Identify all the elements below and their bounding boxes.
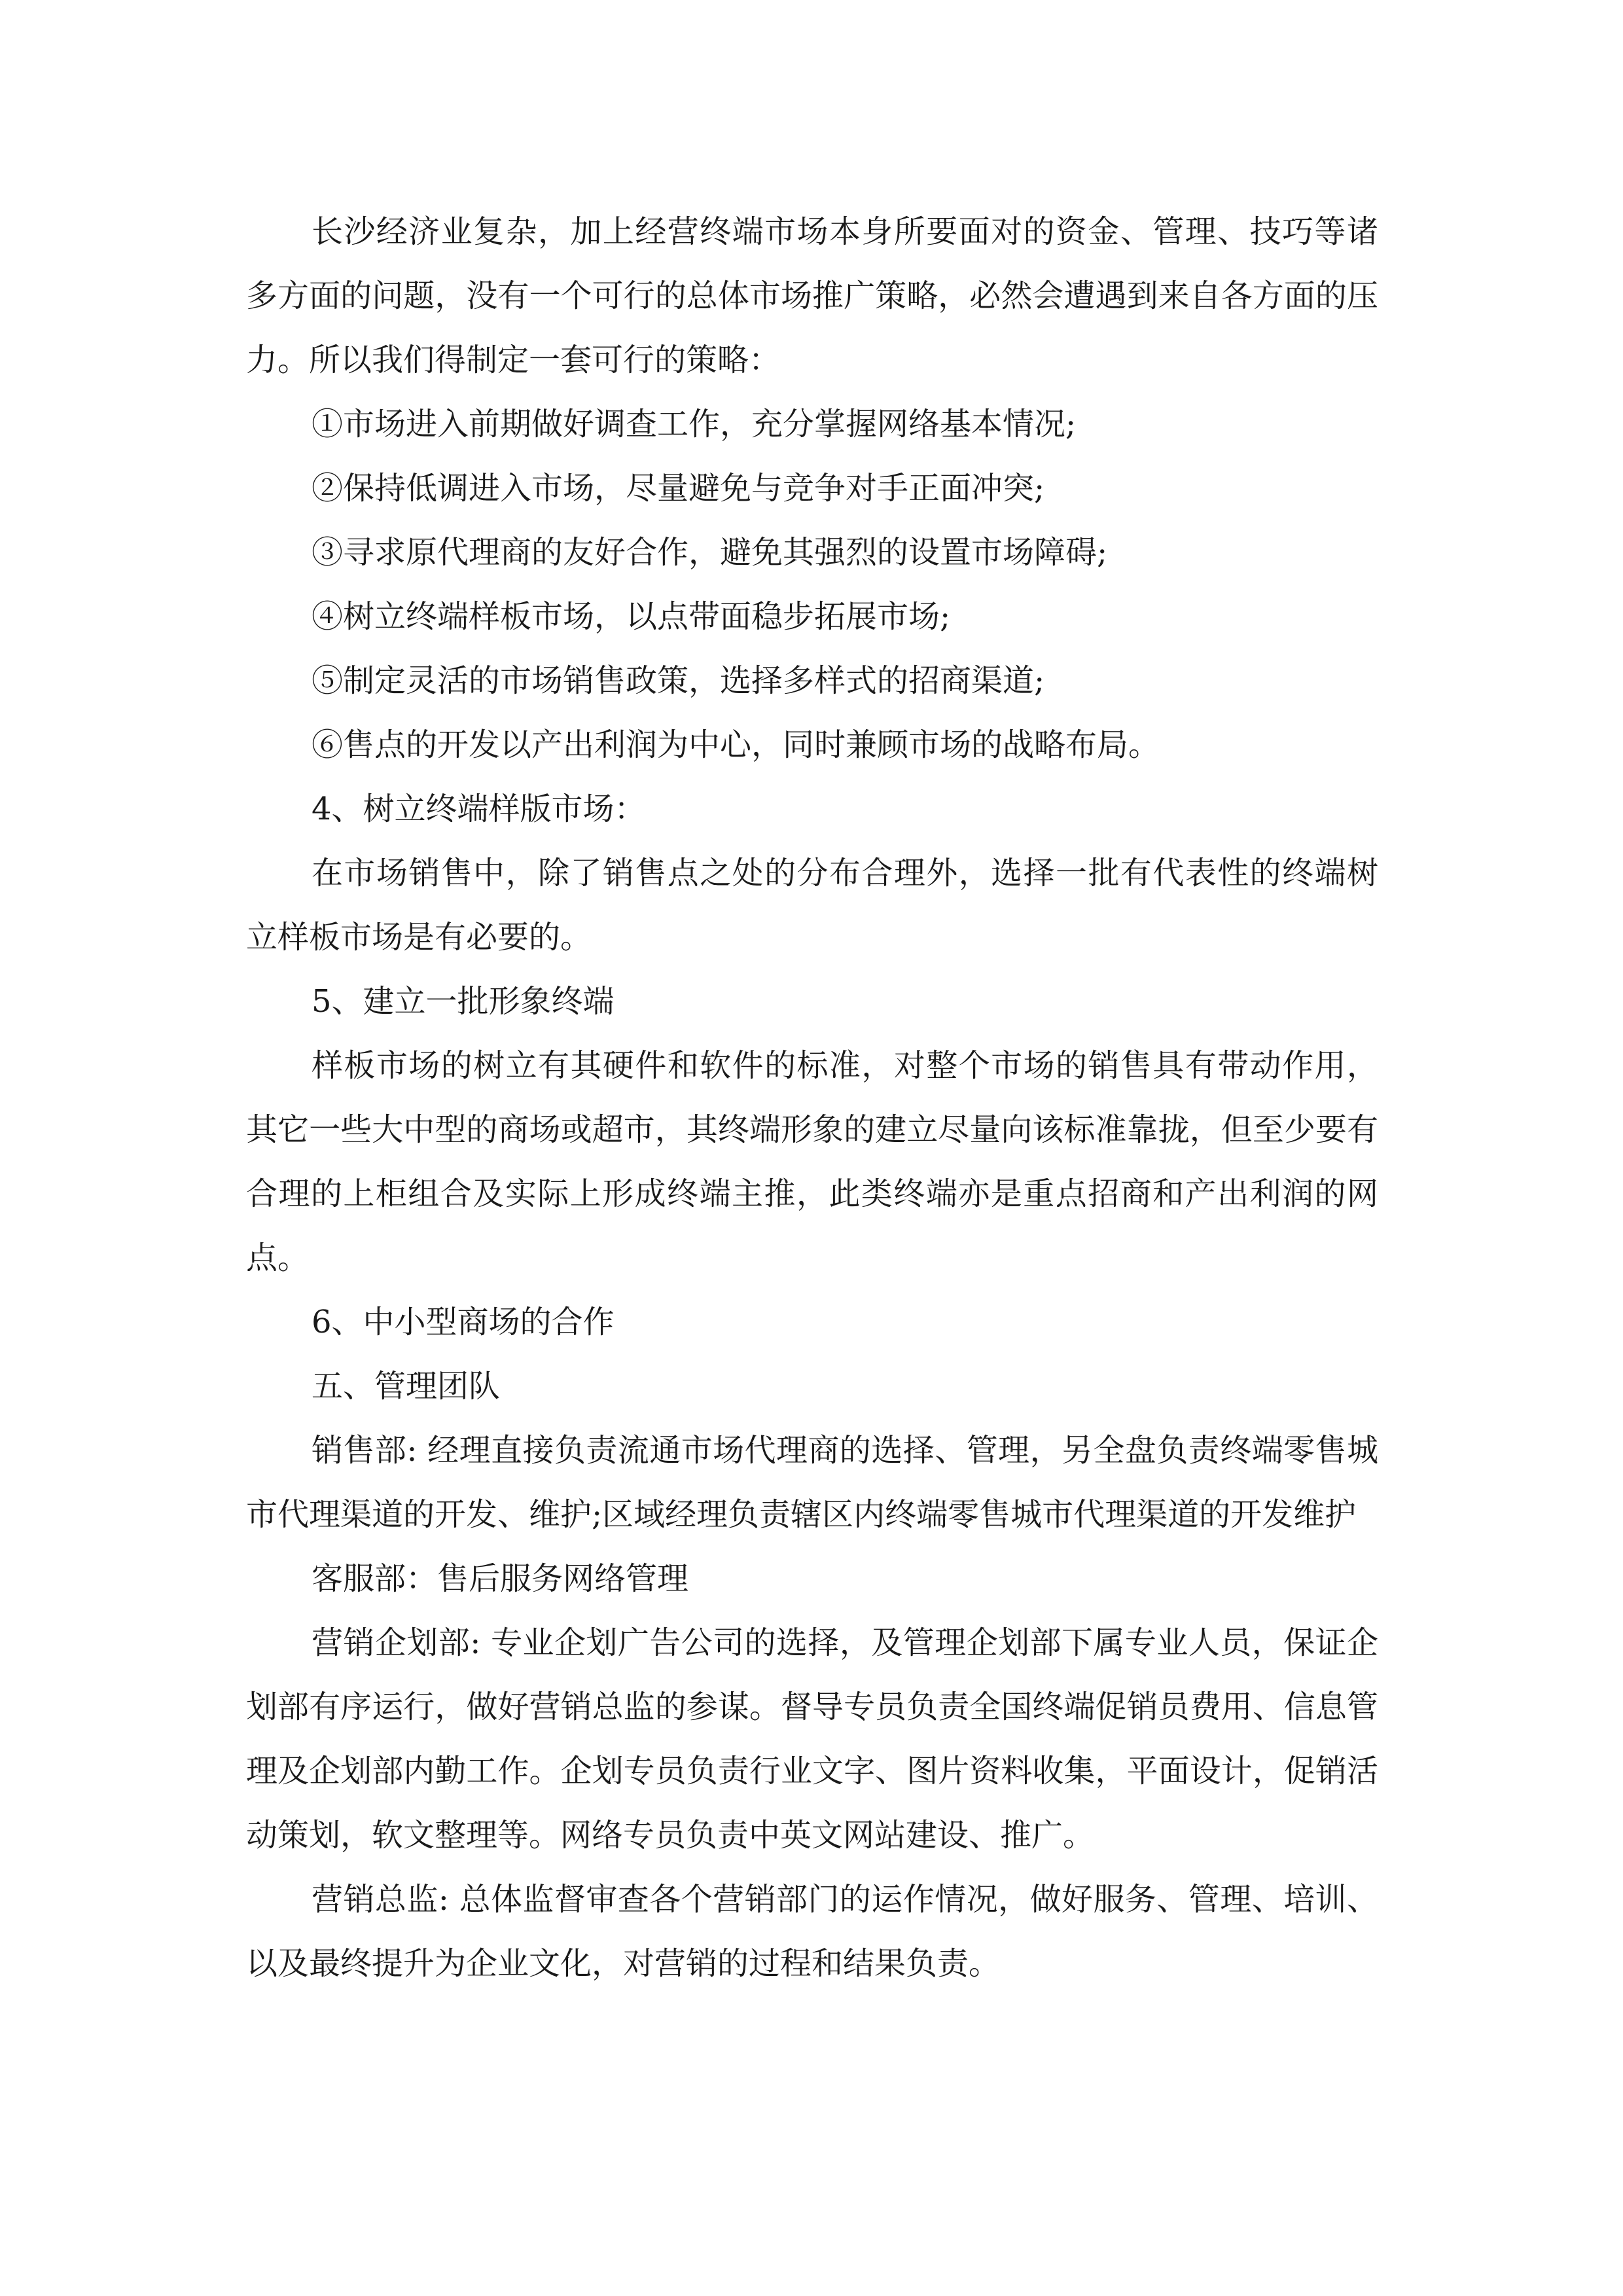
strategy-item-3: ③寻求原代理商的友好合作，避免其强烈的设置市场障碍; [312,534,1108,571]
document-body [246,200,1378,1996]
paragraph-strategy-intro: 长沙经济业复杂，加上经营终端市场本身所要面对的资金、管理、技巧等诸多方面的问题，没有一个可行的总体市场推广策略，必然会遭遇到来自各方面的压力。所以我们得制定一套可行的策略： [246,213,1378,378]
paragraph-image-terminals: 样板市场的树立有其硬件和软件的标准，对整个市场的销售具有带动作用，其它一些大中型的商场或超市，其终端形象的建立尽量向该标准靠拢，但至少要有合理的上柜组合及实际上形成终端主推，此类终端亦是重点招商和产出利润的网点。 [246,1047,1378,1276]
paragraph-marketing-director: 营销总监: 总体监督审查各个营销部门的运作情况，做好服务、管理、培训、以及最终提升为企业文化，对营销的过程和结果负责。 [246,1881,1378,1982]
strategy-item-4: ④树立终端样板市场，以点带面稳步拓展市场; [312,598,951,635]
paragraph-marketing-planning-dept: 营销企划部: 专业企划广告公司的选择，及管理企划部下属专业人员，保证企划部有序运行，做好营销总监的参谋。督导专员负责全国终端促销员费用、信息管理及企划部内勤工作。企划专员负责行业文字、图片资料收集，平面设计，促销活动策划，软文整理等。网络专员负责中英文网站建设、推广。 [246,1624,1378,1854]
strategy-item-6: ⑥售点的开发以产出利润为中心，同时兼顾市场的战略布局。 [312,726,1160,763]
paragraph-customer-service-dept: 客服部：售后服务网络管理 [312,1560,689,1597]
paragraph-sample-market: 在市场销售中，除了销售点之处的分布合理外，选择一批有代表性的终端树立样板市场是有必要的。 [246,855,1378,956]
strategy-item-1: ①市场进入前期做好调查工作，充分掌握网络基本情况; [312,406,1077,442]
section-heading-management-team: 五、管理团队 [312,1368,501,1405]
section-heading-5: 5、建立一批形象终端 [312,983,615,1020]
paragraph-sales-dept: 销售部: 经理直接负责流通市场代理商的选择、管理，另全盘负责终端零售城市代理渠道的开发、维护;区域经理负责辖区内终端零售城市代理渠道的开发维护 [246,1432,1378,1533]
section-heading-6: 6、中小型商场的合作 [312,1304,615,1340]
section-heading-4: 4、树立终端样版市场： [312,791,646,827]
strategy-item-5: ⑤制定灵活的市场销售政策，选择多样式的招商渠道; [312,662,1045,699]
strategy-item-2: ②保持低调进入市场，尽量避免与竞争对手正面冲突; [312,470,1045,507]
